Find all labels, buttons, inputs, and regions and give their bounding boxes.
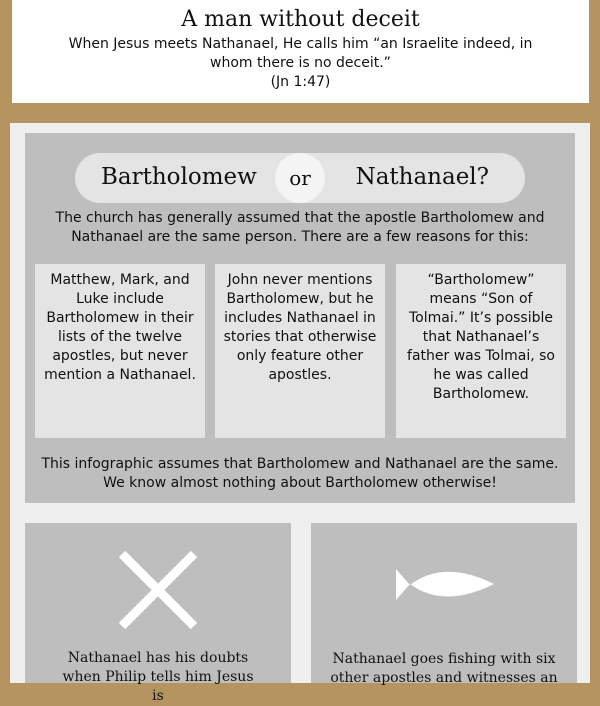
intro-text: The church has generally assumed that the apostle Bartholomew and Nathanael are the same person. There are a few reasons for this: bbox=[55, 210, 545, 245]
name-bartholomew: Bartholomew bbox=[101, 164, 257, 190]
scripture-reference: (Jn 1:47) bbox=[270, 74, 331, 90]
reason-card: Matthew, Mark, and Luke include Bartholomew in their lists of the twelve apostles, but never mention a Nathanael. bbox=[35, 264, 205, 438]
name-pill bbox=[75, 153, 525, 203]
x-icon bbox=[108, 540, 208, 640]
fact-card bbox=[311, 523, 577, 686]
content-panel bbox=[10, 123, 590, 704]
fish-icon bbox=[394, 567, 494, 607]
fact-text: Nathanael goes fishing with six other apostles and witnesses an bbox=[330, 651, 558, 686]
reason-card: John never mentions Bartholomew, but he includes Nathanael in stories that otherwise only feature other apostles. bbox=[215, 264, 385, 438]
identity-section bbox=[25, 133, 575, 503]
reason-card: “Bartholomew” means “Son of Tolmai.” It’s possible that Nathanael’s father was Tolmai, so he was called Bartholomew. bbox=[396, 264, 566, 438]
or-circle: or bbox=[275, 153, 325, 203]
page-title: A man without deceit bbox=[181, 7, 420, 32]
name-nathanael: Nathanael? bbox=[355, 164, 489, 190]
header bbox=[12, 0, 589, 103]
assumption-note: This infographic assumes that Bartholomew and Nathanael are the same. We know almost nothing about Bartholomew otherwise! bbox=[41, 456, 559, 491]
fact-text: Nathanael has his doubts when Philip tells him Jesus is bbox=[62, 650, 254, 704]
fact-card bbox=[25, 523, 291, 704]
subtitle: When Jesus meets Nathanael, He calls him “an Israelite indeed, in whom there is no deceit.” bbox=[68, 36, 533, 71]
